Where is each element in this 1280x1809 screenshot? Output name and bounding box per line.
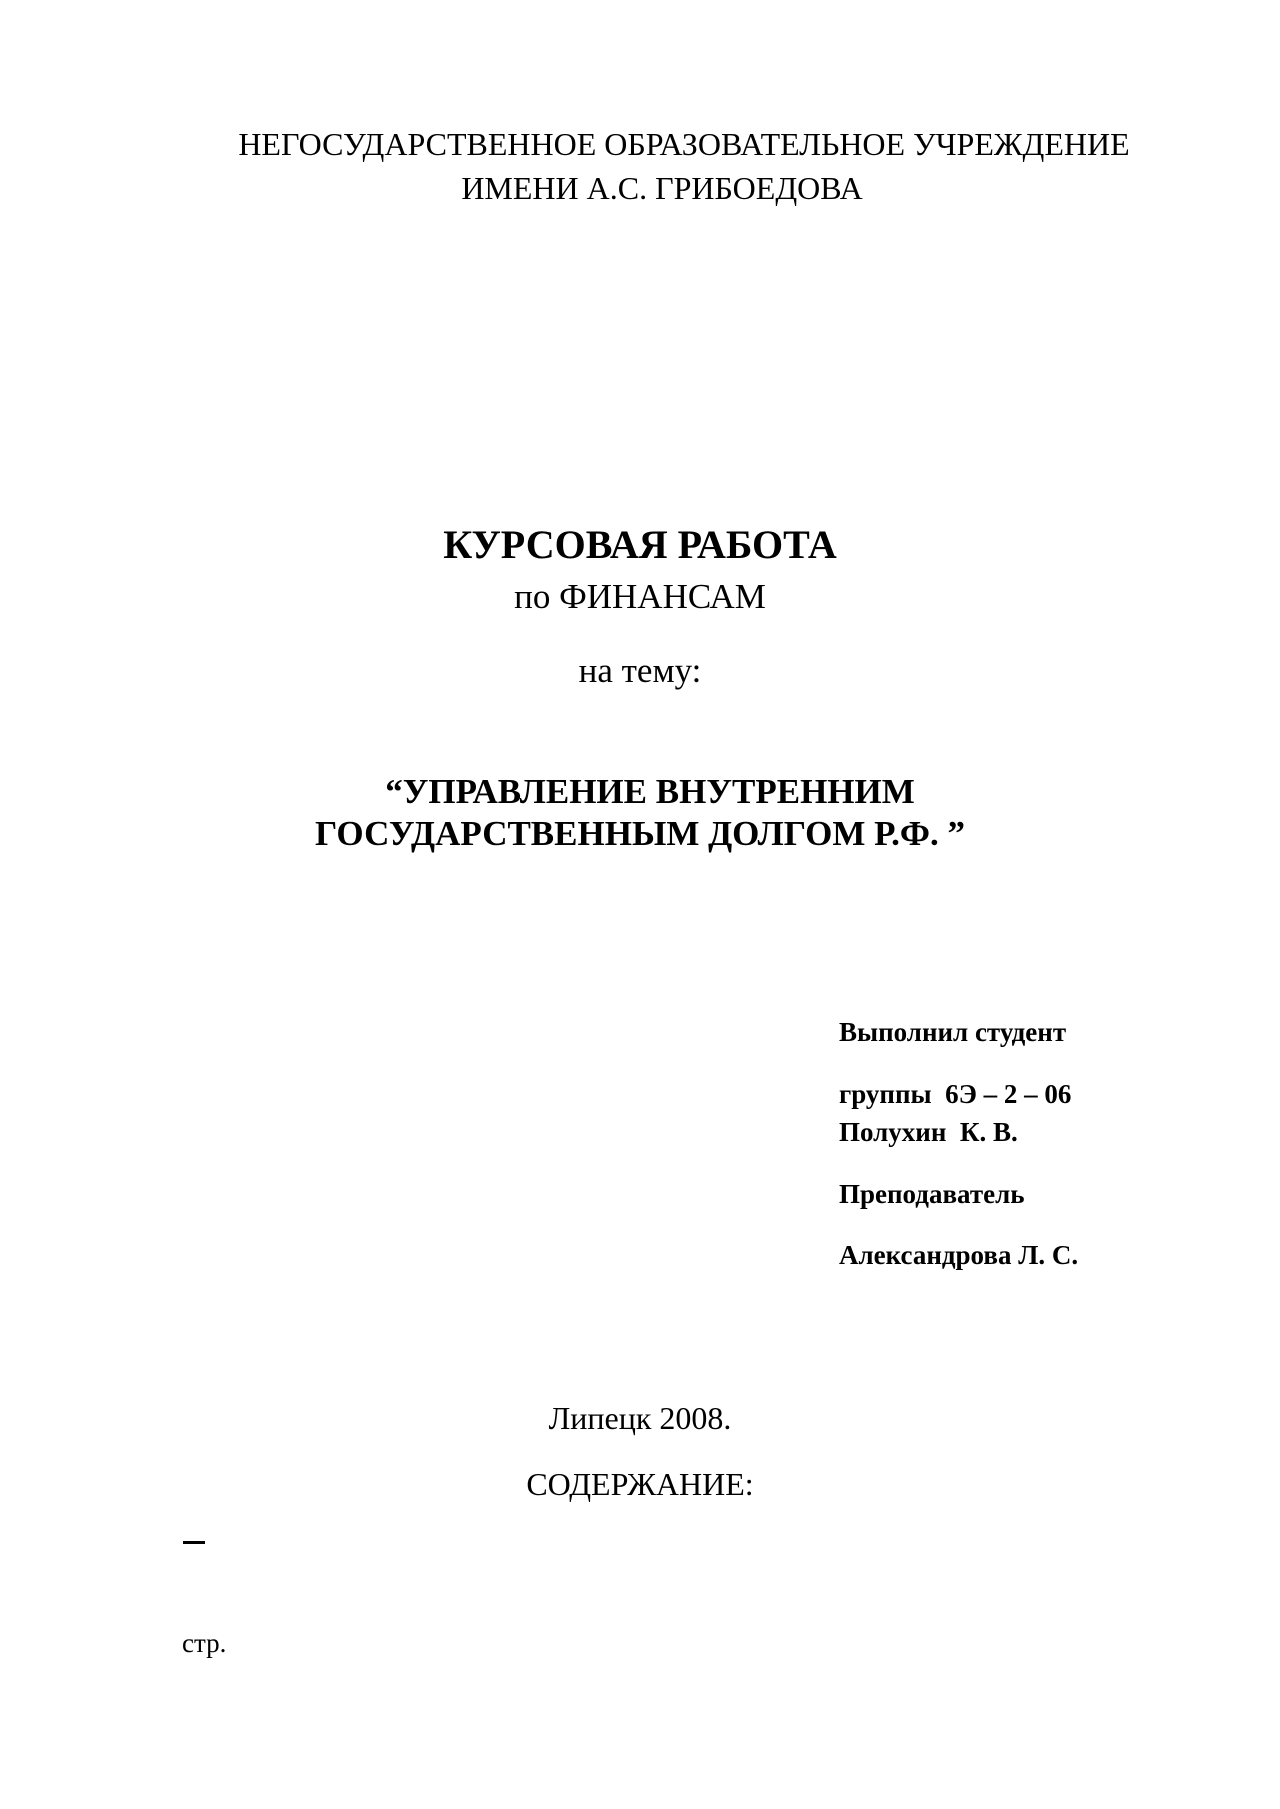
contents-dash [183, 1541, 205, 1544]
subject-line: по ФИНАНСАМ [514, 577, 766, 616]
performed-by-label: Выполнил студент [839, 1017, 1067, 1047]
contents-heading: СОДЕРЖАНИЕ: [526, 1466, 754, 1502]
teacher-name: Александрова Л. С. [839, 1240, 1079, 1270]
institution-name [0, 122, 1280, 210]
institution-line-2: ИМЕНИ А.С. ГРИБОЕДОВА [461, 170, 863, 206]
institution-line-1: НЕГОСУДАРСТВЕННОЕ ОБРАЗОВАТЕЛЬНОЕ УЧРЕЖДЕНИЕ [238, 126, 1130, 162]
topic-title [0, 771, 1280, 855]
teacher-label: Преподаватель [839, 1179, 1025, 1209]
topic-intro: на тему: [578, 651, 702, 690]
work-type-title: КУРСОВАЯ РАБОТА [443, 522, 837, 567]
topic-line-2: ГОСУДАРСТВЕННЫМ ДОЛГОМ Р.Ф. ” [315, 814, 965, 853]
student-group: группы 6Э – 2 – 06 [839, 1079, 1072, 1109]
page-column-label: стр. [182, 1628, 227, 1658]
topic-line-1: “УПРАВЛЕНИЕ ВНУТРЕННИМ [385, 772, 915, 811]
city-year: Липецк 2008. [548, 1400, 732, 1436]
student-name: Полухин К. В. [839, 1117, 1018, 1147]
